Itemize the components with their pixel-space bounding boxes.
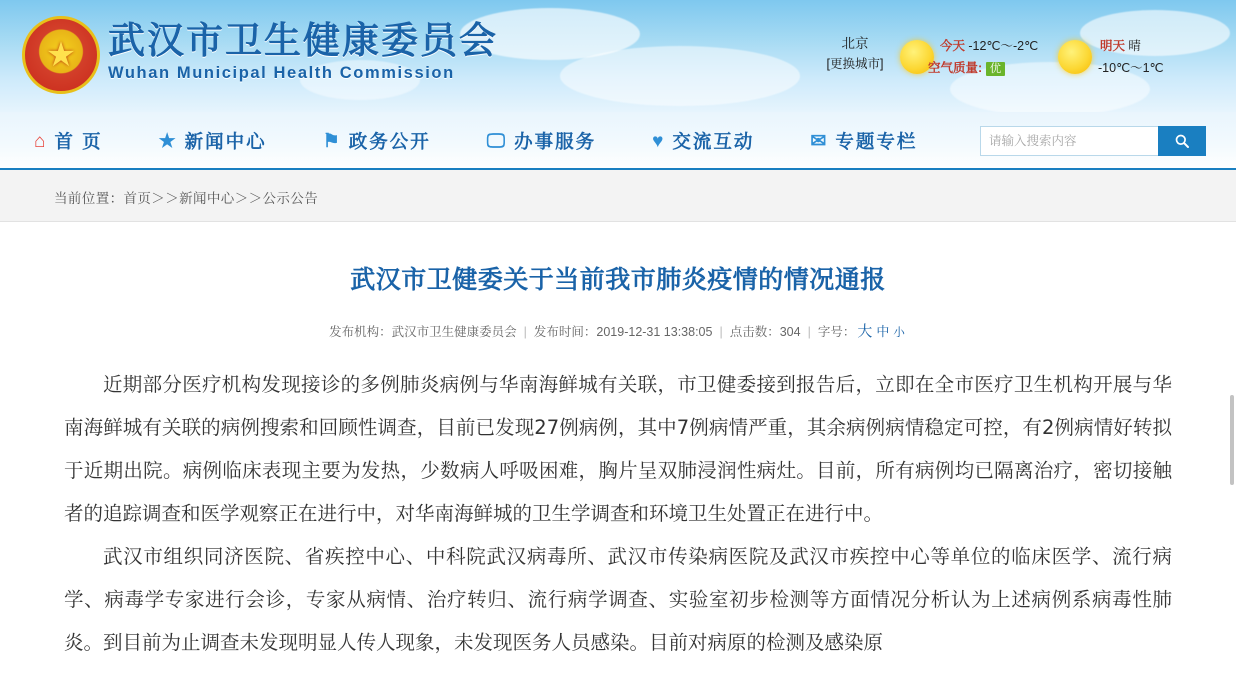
publisher-label: 发布机构： (329, 325, 392, 339)
air-quality-badge: 优 (986, 62, 1006, 76)
hits-label: 点击数： (729, 325, 780, 339)
weather-tomorrow-temp: -10℃～1℃ (1098, 61, 1164, 75)
main-navigation (0, 112, 1236, 170)
chat-icon: ✉ (810, 130, 827, 152)
heart-icon: ♥ (652, 130, 664, 152)
weather-today-label: 今天 (940, 39, 966, 53)
monitor-icon: 🖵 (486, 130, 506, 152)
weather-today (940, 36, 1038, 54)
article-paragraph: 近期部分医疗机构发现接诊的多例肺炎病例与华南海鲜城有关联，市卫健委接到报告后，立即在全市医疗卫生机构开展与华南海鲜城有关联的病例搜索和回顾性调查，目前已发现27例病例，其中7例病情严重，其余病例病情稳定可控，有2例病情好转拟于近期出院。病例临床表现主要为发热，少数病人呼吸困难，胸片呈双肺浸润性病灶。目前，所有病例均已隔离治疗，密切接触者的追踪调查和医学观察正在进行中，对华南海鲜城的卫生学调查和环境卫生处置正在进行中。 (64, 373, 1172, 525)
weather-city: 北京 (841, 36, 869, 51)
search-icon (1174, 133, 1190, 149)
nav-items (28, 112, 967, 170)
nav-item-topics[interactable] (804, 128, 937, 154)
nav-label: 新闻中心 (184, 131, 267, 152)
search-box (980, 126, 1206, 156)
cloud-decoration (560, 46, 800, 106)
nav-label: 专题专栏 (835, 131, 918, 152)
article-paragraph: 武汉市组织同济医院、省疾控中心、中科院武汉病毒所、武汉市传染病医院及武汉市疾控中心等单位的临床医学、流行病学、病毒学专家进行会诊，专家从病情、治疗转归、流行病学调查、实验室初步检测等方面情况分析认为上述病例系病毒性肺炎。到目前为止调查未发现明显人传人现象，未发现医务人员感染。目前对病原的检测及感染原 (64, 545, 1172, 654)
weather-tomorrow-label: 明天 (1100, 39, 1126, 53)
change-city-link[interactable]: [更换城市] (826, 57, 884, 71)
site-title (108, 20, 498, 84)
sun-icon (1058, 40, 1092, 74)
page-title: 武汉市卫健委关于当前我市肺炎疫情的情况通报 (350, 265, 886, 294)
meta-separator: | (719, 325, 723, 339)
page-scrollbar[interactable] (1230, 0, 1234, 695)
nav-item-home[interactable] (28, 128, 123, 154)
nav-label: 首 页 (54, 131, 103, 152)
home-icon: ⌂ (34, 130, 46, 152)
hits-value: 304 (779, 325, 801, 339)
publish-time-value: 2019-12-31 13:38:05 (596, 325, 713, 339)
national-emblem-icon (22, 16, 100, 94)
emblem-star-icon: ★ (45, 36, 77, 74)
nav-label: 交流互动 (672, 131, 755, 152)
fontsize-medium-button[interactable]: 中 (876, 324, 890, 339)
fontsize-large-button[interactable]: 大 (857, 323, 873, 340)
air-quality (928, 58, 1005, 76)
article-body (64, 363, 1172, 664)
breadcrumb[interactable]: 当前位置：首页＞＞新闻中心＞＞公示公告 (54, 191, 319, 206)
weather-tomorrow-condition: 晴 (1128, 39, 1141, 53)
publisher-value: 武汉市卫生健康委员会 (391, 325, 517, 339)
site-title-cn: 武汉市卫生健康委员会 (108, 19, 498, 62)
star-icon: ★ (158, 130, 176, 152)
weather-tomorrow (1100, 36, 1141, 54)
article-meta (64, 320, 1172, 341)
weather-today-temp: -12℃～-2℃ (968, 39, 1039, 53)
nav-item-gov-affairs[interactable] (317, 128, 451, 154)
meta-separator: | (807, 325, 811, 339)
scrollbar-thumb[interactable] (1230, 395, 1234, 485)
breadcrumb-bar (0, 170, 1236, 222)
search-button[interactable] (1158, 126, 1206, 156)
site-title-en: Wuhan Municipal Health Commission (108, 64, 455, 82)
weather-widget (780, 28, 1200, 94)
air-quality-label: 空气质量: (928, 61, 983, 75)
fontsize-label: 字号： (817, 325, 856, 339)
nav-label: 政务公开 (348, 131, 431, 152)
fontsize-small-button[interactable]: 小 (893, 327, 905, 339)
nav-label: 办事服务 (514, 131, 597, 152)
nav-item-services[interactable] (481, 128, 616, 154)
site-header (0, 0, 1236, 112)
nav-item-news[interactable] (153, 128, 287, 154)
fontsize-controls (855, 325, 907, 339)
publish-time-label: 发布时间： (533, 325, 597, 339)
flag-icon: ⚑ (322, 130, 340, 152)
article-container (0, 260, 1236, 664)
nav-item-interaction[interactable] (646, 128, 774, 154)
search-input[interactable] (980, 126, 1158, 156)
meta-separator: | (523, 325, 527, 339)
